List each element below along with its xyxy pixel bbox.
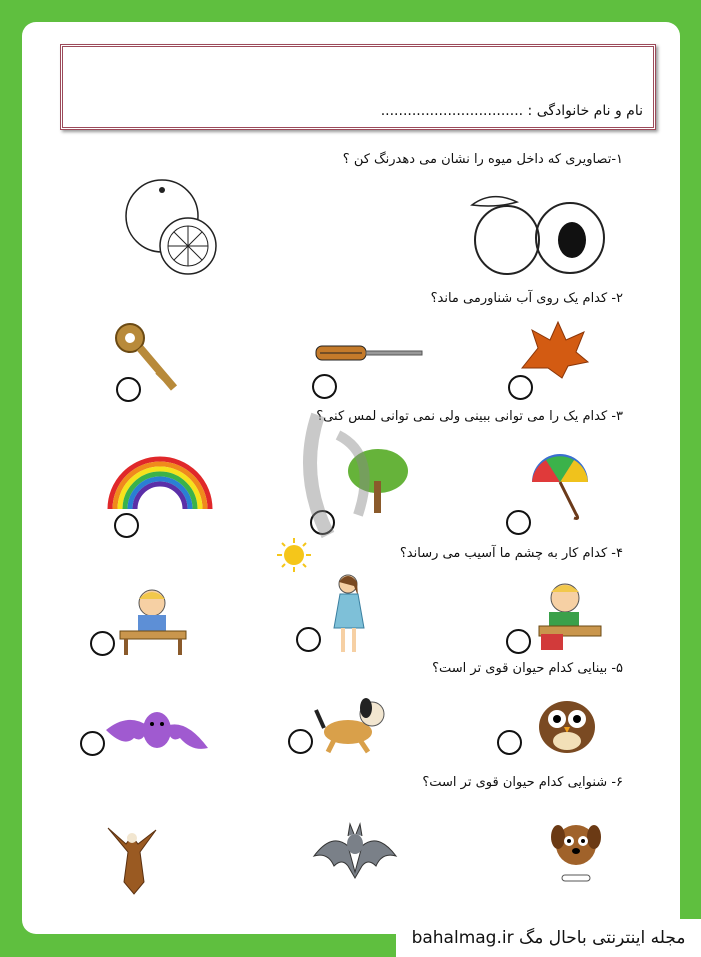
bat-gray-icon [312, 822, 398, 882]
bat-purple-icon [104, 708, 210, 756]
answer-circle-reading[interactable] [90, 631, 115, 656]
answer-circle-umbrella[interactable] [506, 510, 531, 535]
answer-circle-desk[interactable] [506, 629, 531, 654]
screwdriver-icon [314, 342, 428, 364]
question-4: ۴- کدام کار به چشم ما آسیب می رساند؟ [399, 546, 623, 561]
eagle-icon [104, 822, 160, 896]
footer-credit: مجله اینترنتی باحال مگ bahalmag.ir [396, 919, 701, 957]
answer-circle-rainbow[interactable] [114, 513, 139, 538]
watermark-logo [288, 395, 398, 545]
question-2: ۲- کدام یک روی آب شناورمی ماند؟ [430, 291, 623, 306]
rainbow-icon [104, 455, 216, 510]
answer-circle-owl[interactable] [497, 730, 522, 755]
boy-reading-icon [118, 585, 188, 657]
orange-icon [120, 178, 225, 278]
puppy-icon [548, 815, 604, 891]
owl-icon [536, 695, 598, 755]
answer-circle-leaf[interactable] [508, 375, 533, 400]
dog-icon [314, 698, 390, 754]
leaf-icon [518, 318, 590, 380]
peach-icon [462, 190, 612, 280]
sun-icon [276, 537, 312, 573]
answer-circle-dog[interactable] [288, 729, 313, 754]
name-label: نام و نام خانوادگی : ................................ [380, 103, 643, 119]
answer-circle-girl[interactable] [296, 627, 321, 652]
question-5: ۵- بینایی کدام حیوان قوی تر است؟ [432, 661, 623, 676]
boy-desk-icon [535, 578, 605, 653]
umbrella-icon [528, 452, 590, 522]
question-1: ۱-تصاویری که داخل میوه را نشان می دهدرنگ کن ؟ [342, 152, 623, 167]
question-3: ۳- کدام یک را می توانی ببینی ولی نمی توانی لمس کنی؟ [316, 409, 623, 424]
answer-circle-bat[interactable] [80, 731, 105, 756]
girl-icon [328, 572, 372, 656]
name-box [60, 44, 656, 130]
question-6: ۶- شنوایی کدام حیوان قوی تر است؟ [422, 775, 623, 790]
answer-circle-key[interactable] [116, 377, 141, 402]
